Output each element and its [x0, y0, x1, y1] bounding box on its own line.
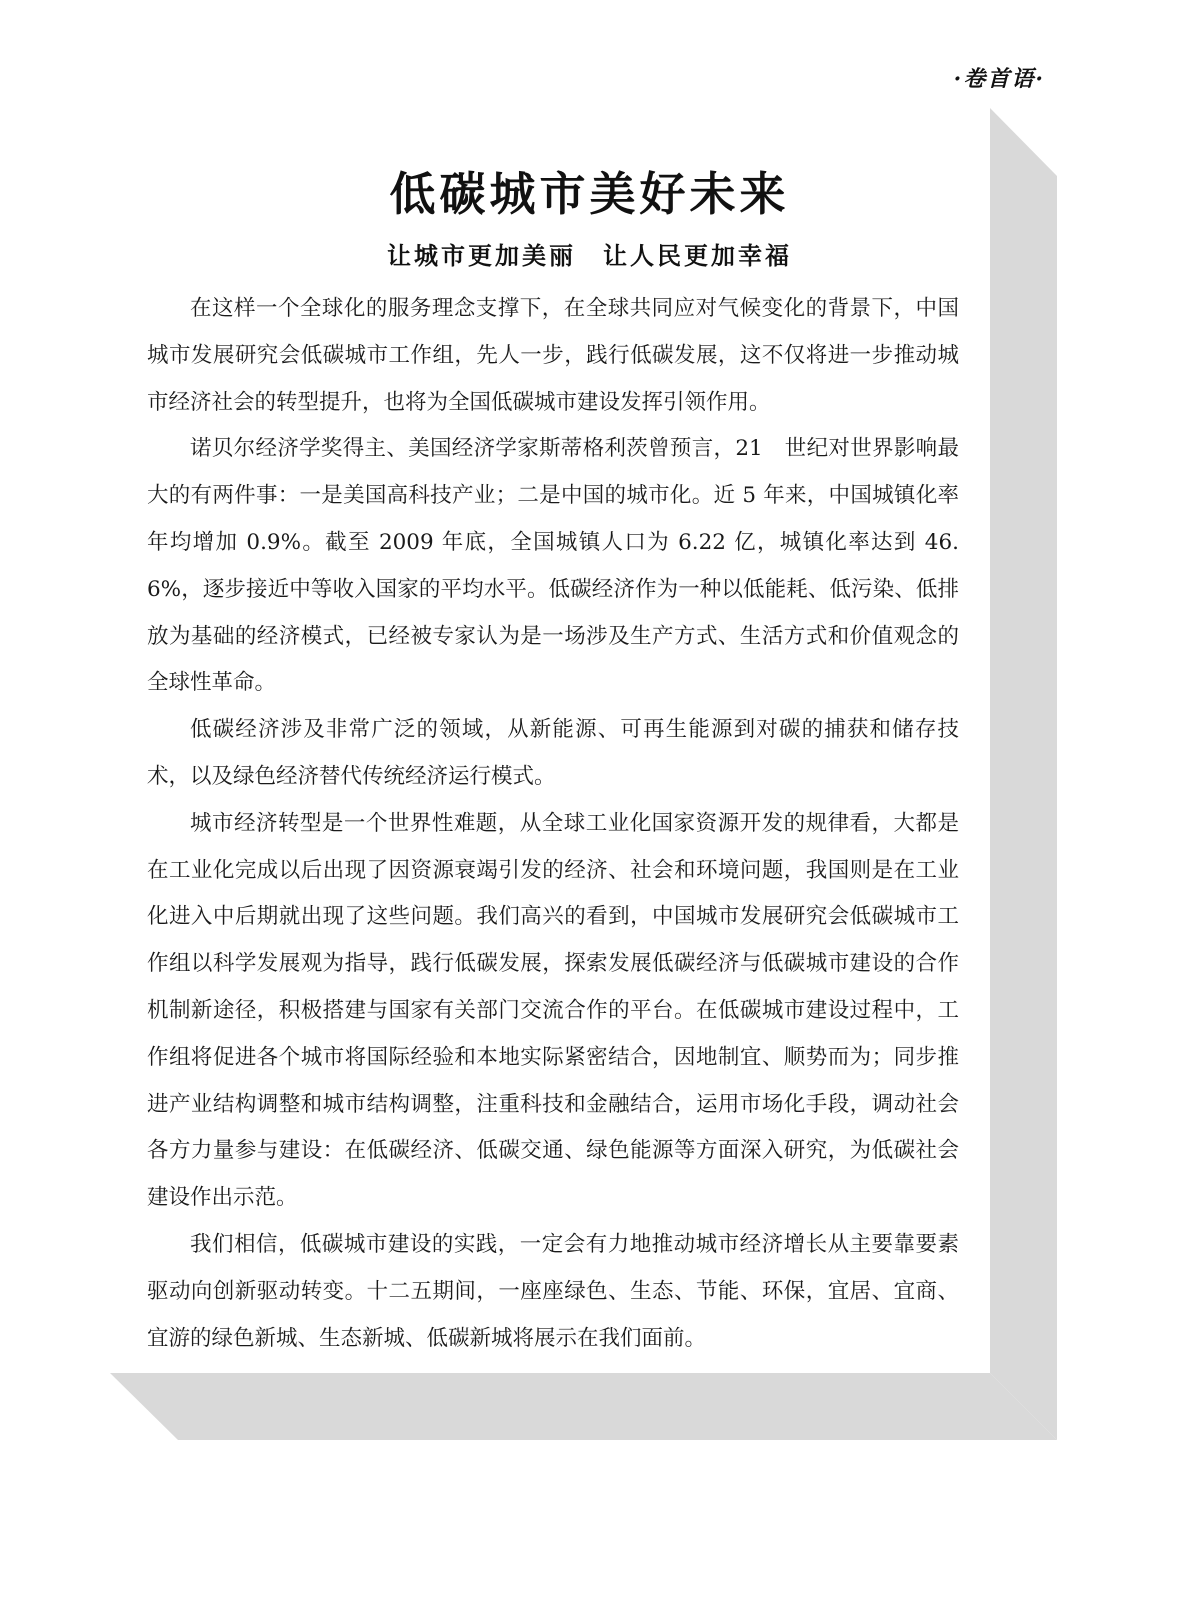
paragraph-4: 城市经济转型是一个世界性难题，从全球工业化国家资源开发的规律看，大都是在工业化完成以后出现了因资源衰竭引发的经济、社会和环境问题，我国则是在工业化进入中后期就出现了这些问题。我们高兴的看到，中国城市发展研究会低碳城市工作组以科学发展观为指导，践行低碳发展，探索发展低碳经济与低碳城市建设的合作机制新途径，积极搭建与国家有关部门交流合作的平台。在低碳城市建设过程中，工作组将促进各个城市将国际经验和本地实际紧密结合，因地制宜、顺势而为；同步推进产业结构调整和城市结构调整，注重科技和金融结合，运用市场化手段，调动社会各方力量参与建设：在低碳经济、低碳交通、绿色能源等方面深入研究，为低碳社会建设作出示范。	[147, 810, 959, 1211]
paragraph-1: 在这样一个全球化的服务理念支撑下，在全球共同应对气候变化的背景下，中国城市发展研究会低碳城市工作组，先人一步，践行低碳发展，这不仅将进一步推动城市经济社会的转型提升，也将为全国低碳城市建设发挥引领作用。	[147, 296, 959, 415]
paragraph-3: 低碳经济涉及非常广泛的领域，从新能源、可再生能源到对碳的捕获和储存技术，以及绿色经济替代传统经济运行模式。	[147, 717, 959, 789]
bottom-page-shadow	[110, 1373, 1057, 1440]
article-body	[147, 286, 981, 1362]
paragraph-2: 诺贝尔经济学奖得主、美国经济学家斯蒂格利茨曾预言，21 世纪对世界影响最大的有两件事：一是美国高科技产业；二是中国的城市化。近 5 年来，中国城镇化率年均增加 0.9%。截至 2009 年底，全国城镇人口为 6.22 亿，城镇化率达到 46. 6%，逐步接近中等收入国家的平均水平。低碳经济作为一种以低能耗、低污染、低排放为基础的经济模式，已经被专家认为是一场涉及生产方式、生活方式和价值观念的全球性革命。	[147, 436, 981, 696]
section-label: ·卷首语·	[953, 66, 1045, 92]
paragraph-5: 我们相信，低碳城市建设的实践，一定会有力地推动城市经济增长从主要靠要素驱动向创新驱动转变。十二五期间，一座座绿色、生态、节能、环保，宜居、宜商、宜游的绿色新城、生态新城、低碳新城将展示在我们面前。	[147, 1231, 959, 1351]
right-page-shadow	[990, 108, 1057, 1440]
article-title: 低碳城市美好未来	[389, 167, 790, 221]
article-subtitle: 让城市更加美丽 让人民更加幸福	[387, 241, 792, 270]
